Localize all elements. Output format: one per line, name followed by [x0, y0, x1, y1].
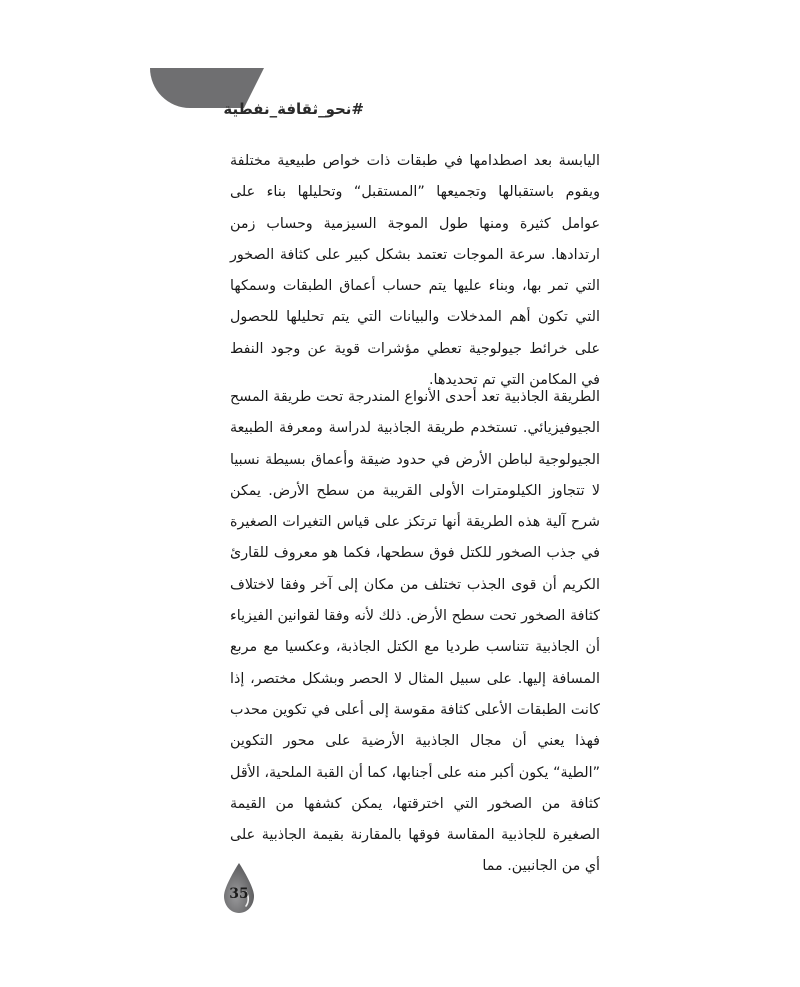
paragraph-2 — [230, 382, 600, 883]
paragraph-2-text: الطريقة الجاذبية تعد أحدى الأنواع المندرجة تحت طريقة المسح الجيوفيزيائي. تستخدم طريقة الجاذبية لدراسة ومعرفة الطبيعة الجيولوجية لباطن الأرض في حدود ضيقة وأعماق بسيطة نسبيا لا تتجاوز الكيلومترات الأولى القريبة من سطح الأرض. يمكن شرح آلية هذه الطريقة أنها ترتكز على قياس التغيرات الصغيرة في جذب الصخور للكتل فوق سطحها، فكما هو معروف للقارئ الكريم أن قوى الجذب تختلف من مكان إلى آخر وفقا لاختلاف كثافة الصخور تحت سطح الأرض. ذلك لأنه وفقا لقوانين الفيزياء أن الجاذبية تتناسب طرديا مع الكتل الجاذبة، وعكسيا مع مربع المسافة إليها. على سبيل المثال لا الحصر وبشكل مختصر، إذا كانت الطبقات الأعلى كثافة مقوسة إلى أعلى في تكوين محدب فهذا يعني أن مجال الجاذبية الأرضية على محور التكوين ”الطية“ يكون أكبر منه على أجنابها، كما أن القبة الملحية، الأقل كثافة من الصخور التي اخترقتها، يمكن كشفها من القيمة الصغيرة للجاذبية المقاسة فوقها بالمقارنة بقيمة الجاذبية على أي من الجانبين. مما — [230, 389, 600, 875]
paragraph-1 — [230, 146, 600, 396]
paragraph-1-text: اليابسة بعد اصطدامها في طبقات ذات خواص طبيعية مختلفة ويقوم باستقبالها وتجميعها ”المستقبل“ وتحليلها بناء على عوامل كثيرة ومنها طول الموجة السيزمية وحساب زمن ارتدادها. سرعة الموجات تعتمد بشكل كبير على كثافة الصخور التي تمر بها، وبناء عليها يتم حساب أعماق الطبقات وسمكها التي تكون أهم المدخلات والبيانات التي يتم تحليلها للحصول على خرائط جيولوجية تعطي مؤشرات قوية عن وجود النفط في المكامن التي تم تحديدها. — [230, 153, 600, 389]
page-number: 35 — [229, 886, 249, 902]
book-hashtag-title: #نحو_ثقافة_نفطية — [223, 100, 364, 118]
